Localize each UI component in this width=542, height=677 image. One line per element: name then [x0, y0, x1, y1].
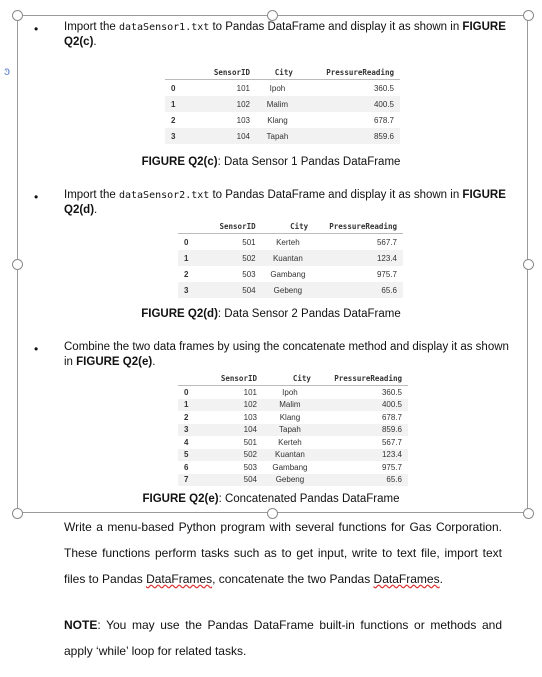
table-row — [178, 424, 408, 437]
table-cell: 504 — [208, 282, 262, 298]
figure-caption-c: FIGURE Q2(c): Data Sensor 1 Pandas DataFrame — [141, 156, 401, 168]
table-cell: 503 — [242, 269, 256, 279]
table-row — [178, 386, 408, 399]
row-index: 1 — [178, 250, 208, 266]
table-cell: Kerteh — [276, 237, 300, 247]
table-cell: 504 — [208, 474, 263, 487]
table-cell: 103 — [236, 115, 251, 125]
table-row — [178, 282, 403, 298]
table-cell: 360.5 — [373, 83, 394, 93]
table-row — [178, 234, 403, 251]
bullet-marker: • — [34, 22, 39, 36]
column-header: City — [263, 372, 317, 386]
table-cell: Klang — [267, 115, 288, 125]
note-paragraph: NOTE: You may use the Pandas DataFrame built-in functions or methods and apply ‘while’ loop for related tasks. — [64, 618, 502, 658]
table-cell: Malim — [256, 96, 299, 112]
bullet-marker: • — [34, 190, 39, 204]
table-row — [178, 399, 408, 412]
table-cell: 65.6 — [317, 474, 408, 487]
column-header: City — [256, 66, 299, 80]
table-row — [178, 449, 408, 462]
row-index: 2 — [184, 412, 189, 422]
table-row — [165, 112, 400, 128]
table-cell: 501 — [242, 237, 256, 247]
table-row — [178, 436, 408, 449]
column-header: PressureReading — [299, 66, 400, 80]
column-header: SensorID — [208, 220, 262, 234]
table-row — [178, 266, 403, 282]
question-paragraph: Write a menu-based Python program with several functions for Gas Corporation. These functions perform tasks such as to get input, write to text file, import text files to Pandas DataFrames, concatenate the two Pandas DataFrames. — [64, 520, 502, 586]
table-cell: Gebeng — [262, 282, 315, 298]
bullet-text-2: Import the dataSensor2.txt to Pandas DataFrame and display it as shown in FIGURE Q2(d). — [64, 189, 506, 216]
figure-caption-e: FIGURE Q2(e): Concatenated Pandas DataFrame — [142, 493, 400, 505]
column-header: SensorID — [195, 66, 256, 80]
column-header: PressureReading — [314, 220, 403, 234]
bullet-text-1: Import the dataSensor1.txt to Pandas DataFrame and display it as shown in FIGURE Q2(c). — [64, 21, 506, 48]
dataframe-table-e — [178, 372, 408, 486]
index-header — [178, 220, 208, 234]
resize-handle-middle-left[interactable] — [12, 259, 23, 270]
table-cell: 678.7 — [381, 412, 402, 422]
table-row — [165, 80, 400, 97]
table-cell: 360.5 — [381, 387, 402, 397]
row-index: 2 — [171, 115, 176, 125]
table-cell: 123.4 — [317, 449, 408, 462]
table-cell: 104 — [208, 424, 263, 437]
table-cell: Gebeng — [263, 474, 317, 487]
row-index: 6 — [184, 462, 189, 472]
column-header: SensorID — [208, 372, 263, 386]
table-cell: 975.7 — [381, 462, 402, 472]
table-cell: Kerteh — [278, 437, 302, 447]
row-index: 7 — [178, 474, 208, 487]
table-cell: Gambang — [272, 462, 308, 472]
table-cell: 400.5 — [299, 96, 400, 112]
row-index: 5 — [178, 449, 208, 462]
dataframe-table-c — [165, 66, 400, 144]
resize-handle-top-right[interactable] — [523, 10, 534, 21]
row-index: 0 — [184, 387, 189, 397]
table-cell: 859.6 — [317, 424, 408, 437]
bullet-text-3: Combine the two data frames by using the concatenate method and display it as shown in FIGURE Q2(e). — [64, 341, 509, 368]
column-header: PressureReading — [317, 372, 408, 386]
index-header — [178, 372, 208, 386]
row-index: 3 — [178, 424, 208, 437]
table-cell: 975.7 — [376, 269, 397, 279]
table-cell: Tapah — [263, 424, 317, 437]
table-cell: Kuantan — [263, 449, 317, 462]
table-cell: 123.4 — [314, 250, 403, 266]
row-index: 0 — [184, 237, 189, 247]
table-cell: 502 — [208, 250, 262, 266]
resize-handle-bottom-left[interactable] — [12, 508, 23, 519]
dataframe-table-d — [178, 220, 403, 298]
table-cell: 567.7 — [376, 237, 397, 247]
table-cell: 400.5 — [317, 399, 408, 412]
table-row — [178, 250, 403, 266]
row-index: 3 — [165, 128, 195, 144]
table-cell: 859.6 — [299, 128, 400, 144]
row-index: 0 — [171, 83, 176, 93]
table-row — [178, 474, 408, 487]
table-cell: 101 — [243, 387, 257, 397]
table-cell: 502 — [208, 449, 263, 462]
table-cell: 678.7 — [373, 115, 394, 125]
row-index: 1 — [165, 96, 195, 112]
bullet-marker: • — [34, 342, 39, 356]
table-cell: Klang — [279, 412, 301, 422]
table-row — [165, 96, 400, 112]
index-header — [165, 66, 195, 80]
table-row — [165, 128, 400, 144]
table-cell: Gambang — [270, 269, 306, 279]
table-cell: Kuantan — [262, 250, 315, 266]
table-cell: Ipoh — [282, 387, 298, 397]
table-cell: Ipoh — [269, 83, 286, 93]
layout-anchor-icon[interactable]: ͽ — [4, 64, 10, 78]
row-index: 2 — [184, 269, 189, 279]
table-cell: 65.6 — [314, 282, 403, 298]
table-cell: 501 — [243, 437, 257, 447]
table-cell: 503 — [243, 462, 257, 472]
table-cell: 567.7 — [381, 437, 402, 447]
table-row — [178, 411, 408, 424]
row-index: 1 — [178, 399, 208, 412]
row-index: 3 — [178, 282, 208, 298]
resize-handle-middle-right[interactable] — [523, 259, 534, 270]
figure-caption-d: FIGURE Q2(d): Data Sensor 2 Pandas DataFrame — [141, 308, 401, 320]
column-header: City — [262, 220, 315, 234]
table-cell: Malim — [263, 399, 317, 412]
table-cell: 102 — [195, 96, 256, 112]
resize-handle-bottom-right[interactable] — [523, 508, 534, 519]
table-cell: 104 — [195, 128, 256, 144]
row-index: 4 — [184, 437, 189, 447]
table-cell: 101 — [236, 83, 251, 93]
table-cell: 103 — [243, 412, 257, 422]
table-cell: Tapah — [256, 128, 299, 144]
resize-handle-top-left[interactable] — [12, 10, 23, 21]
table-row — [178, 461, 408, 474]
table-cell: 102 — [208, 399, 263, 412]
